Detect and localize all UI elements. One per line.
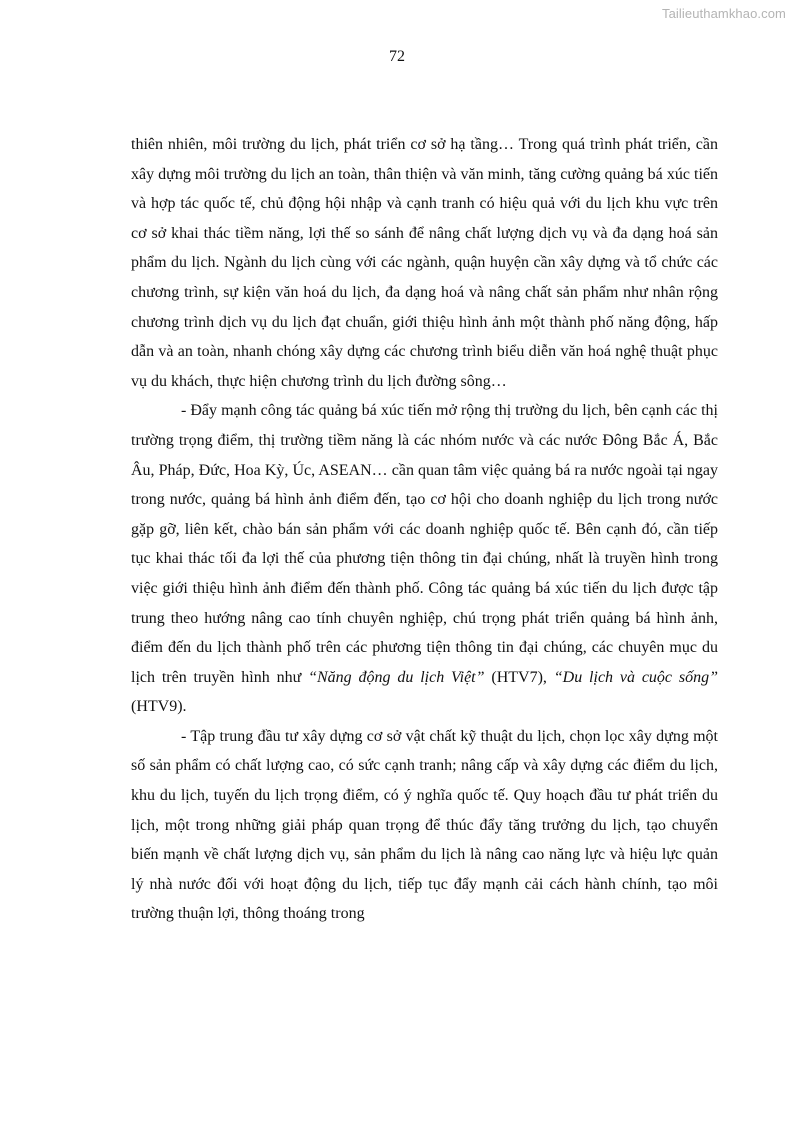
page-number: 72 [389,48,405,65]
watermark-text: Tailieuthamkhao.com [661,6,786,21]
paragraph-promotion-text: - Đẩy mạnh công tác quảng bá xúc tiến mở rộng thị trường du lịch, bên cạnh các thị trường trọng điểm, thị trường tiềm năng là các nhóm nước và các nước Đông Bắc Á, Bắc Âu, Pháp, Đức, Hoa Kỳ, Úc, ASEAN… cần quan tâm việc quảng bá ra nước ngoài tại ngay trong nước, quảng bá hình ảnh điểm đến, tạo cơ hội cho doanh nghiệp du lịch trong nước gặp gỡ, liên kết, chào bán sản phẩm với các doanh nghiệp quốc tế. Bên cạnh đó, cần tiếp tục khai thác tối đa lợi thế của phương tiện thông tin đại chúng, nhất là truyền hình trong việc giới thiệu hình ảnh điểm đến thành phố. Công tác quảng bá xúc tiến du lịch được tập trung theo hướng nâng cao tính chuyên nghiệp, chú trọng phát triển quảng bá hình ảnh, điểm đến du lịch thành phố trên các phương tiện thông tin đại chúng, các chuyên mục du lịch trên truyền hình như [131,402,718,686]
paragraph-promotion-mid: (HTV7), [484,668,554,686]
paragraph-continuation: thiên nhiên, môi trường du lịch, phát triển cơ sở hạ tầng… Trong quá trình phát triển, cần xây dựng môi trường du lịch an toàn, thân thiện và văn minh, tăng cường quảng bá xúc tiến và hợp tác quốc tế, chủ động hội nhập và cạnh tranh có hiệu quả với du lịch khu vực trên cơ sở khai thác tiềm năng, lợi thế so sánh để nâng chất lượng dịch vụ và đa dạng hoá sản phẩm du lịch. Ngành du lịch cùng với các ngành, quận huyện cần xây dựng và tổ chức các chương trình, sự kiện văn hoá du lịch, đa dạng hoá và nâng chất sản phẩm như nhân rộng chương trình dịch vụ du lịch đạt chuẩn, giới thiệu hình ảnh một thành phố năng động, hấp dẫn và an toàn, nhanh chóng xây dựng các chương trình biểu diễn văn hoá nghệ thuật phục vụ du khách, thực hiện chương trình du lịch đường sông… [131,136,718,390]
paragraph-investment: - Tập trung đầu tư xây dựng cơ sở vật chất kỹ thuật du lịch, chọn lọc xây dựng một số sản phẩm có chất lượng cao, có sức cạnh tranh; nâng cấp và xây dựng các điểm du lịch, khu du lịch, tuyến du lịch trọng điểm, có ý nghĩa quốc tế. Quy hoạch đầu tư phát triển du lịch, một trong những giải pháp quan trọng để thúc đẩy tăng trưởng du lịch, tạo chuyển biến mạnh về chất lượng dịch vụ, sản phẩm du lịch là nâng cao năng lực và hiệu lực quản lý nhà nước đối với hoạt động du lịch, tiếp tục đẩy mạnh cải cách hành chính, tạo môi trường thuận lợi, thông thoáng trong [131,727,718,923]
document-body [131,130,718,929]
program-title-htv9: “Du lịch và cuộc sống” [553,668,719,686]
program-title-htv7: “Năng động du lịch Việt” [308,668,485,686]
paragraph-promotion-end: (HTV9). [131,698,187,716]
paragraph-promotion [131,396,718,722]
